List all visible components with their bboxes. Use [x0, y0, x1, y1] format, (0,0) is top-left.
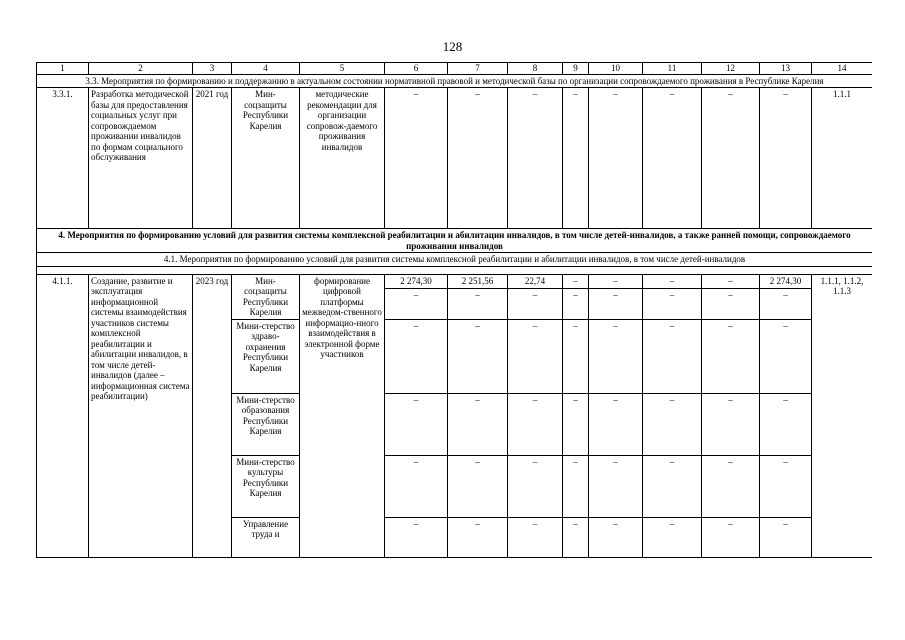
value-cell: – — [448, 319, 508, 393]
value-cell: – — [760, 455, 812, 517]
value-cell: – — [563, 88, 589, 229]
value-cell: – — [448, 455, 508, 517]
executor: Мини-стерство культуры Республики Карелия — [232, 455, 300, 517]
value-cell: – — [643, 455, 702, 517]
column-header: 1 — [37, 63, 89, 75]
spacer-cell — [37, 266, 873, 274]
deadline: 2023 год — [193, 274, 232, 557]
value-cell: – — [760, 319, 812, 393]
program-table-container — [36, 62, 872, 570]
column-header: 14 — [812, 63, 873, 75]
value-cell: – — [760, 393, 812, 455]
column-header: 10 — [589, 63, 643, 75]
column-header: 3 — [193, 63, 232, 75]
value-cell: – — [760, 88, 812, 229]
value-cell: – — [643, 288, 702, 319]
measure-name: Создание, развитие и эксплуатация информационной системы взаимодействия участников системы комплексной реабилитации и абилитации инвалидов, в том числе детей-инвалидов (далее – информационная система реабилитации) — [89, 274, 193, 557]
table-row — [37, 88, 873, 229]
deadline: 2021 год — [193, 88, 232, 229]
column-header: 7 — [448, 63, 508, 75]
value-cell: – — [508, 288, 563, 319]
value-cell: 22,74 — [508, 274, 563, 288]
page-number: 128 — [442, 39, 463, 54]
value-cell: – — [563, 455, 589, 517]
value-cell: – — [702, 319, 760, 393]
executor: Мин-соцзащиты Республики Карелия — [232, 88, 300, 229]
value-cell: – — [760, 288, 812, 319]
value-cell: – — [563, 393, 589, 455]
value-cell: – — [702, 88, 760, 229]
value-cell: – — [702, 288, 760, 319]
executor: Мини-стерство здраво-охранения Республики Карелия — [232, 319, 300, 393]
indicator-ref: 1.1.1, 1.1.2, 1.1.3 — [812, 274, 873, 557]
table-row — [37, 274, 873, 288]
value-cell: – — [385, 319, 448, 393]
column-header: 5 — [300, 63, 385, 75]
section-4-title: 4. Мероприятия по формированию условий для развития системы комплексной реабилитации и абилитации инвалидов, в том числе детей-инвалидов, а также ранней помощи, сопровождаемого проживания инвалидов — [37, 229, 873, 253]
value-cell: 2 274,30 — [385, 274, 448, 288]
executor: Мини-стерство образования Республики Карелия — [232, 393, 300, 455]
column-header: 9 — [563, 63, 589, 75]
value-cell: – — [385, 517, 448, 557]
value-cell: – — [589, 455, 643, 517]
measure-name: Разработка методической базы для предоставления социальных услуг при сопровождаемом проживании инвалидов по формам социального обслуживания — [89, 88, 193, 229]
value-cell: – — [589, 288, 643, 319]
value-cell: – — [760, 517, 812, 557]
value-cell: – — [385, 393, 448, 455]
value-cell: – — [508, 517, 563, 557]
row-number: 4.1.1. — [37, 274, 89, 557]
value-cell: 2 251,56 — [448, 274, 508, 288]
row-number: 3.3.1. — [37, 88, 89, 229]
value-cell: – — [589, 393, 643, 455]
value-cell: – — [589, 517, 643, 557]
value-cell: – — [643, 319, 702, 393]
column-header: 13 — [760, 63, 812, 75]
spacer-row — [37, 266, 873, 274]
value-cell: – — [448, 517, 508, 557]
column-header: 12 — [702, 63, 760, 75]
value-cell: – — [643, 517, 702, 557]
value-cell: 2 274,30 — [760, 274, 812, 288]
section-row — [37, 229, 873, 253]
executor: Мин-соцзащиты Республики Карелия — [232, 274, 300, 319]
value-cell: – — [448, 393, 508, 455]
value-cell: – — [643, 393, 702, 455]
value-cell: – — [563, 288, 589, 319]
value-cell: – — [563, 319, 589, 393]
value-cell: – — [563, 517, 589, 557]
value-cell: – — [643, 274, 702, 288]
value-cell: – — [563, 274, 589, 288]
value-cell: – — [589, 88, 643, 229]
value-cell: – — [702, 393, 760, 455]
section-3-3-title: 3.3. Мероприятия по формированию и поддержанию в актуальном состоянии нормативной правовой и методической базы по организации сопровождаемого проживания в Республике Карелия — [37, 74, 873, 88]
value-cell: – — [702, 455, 760, 517]
value-cell: – — [448, 88, 508, 229]
value-cell: – — [385, 455, 448, 517]
column-number-row — [37, 63, 873, 75]
executor: Управление труда и — [232, 517, 300, 557]
column-header: 8 — [508, 63, 563, 75]
indicator-ref: 1.1.1 — [812, 88, 873, 229]
program-table — [36, 62, 872, 558]
section-row — [37, 74, 873, 88]
section-row — [37, 253, 873, 267]
value-cell: – — [508, 455, 563, 517]
value-cell: – — [448, 288, 508, 319]
value-cell: – — [385, 288, 448, 319]
column-header: 2 — [89, 63, 193, 75]
column-header: 6 — [385, 63, 448, 75]
value-cell: – — [702, 274, 760, 288]
value-cell: – — [589, 274, 643, 288]
value-cell: – — [589, 319, 643, 393]
value-cell: – — [385, 88, 448, 229]
value-cell: – — [702, 517, 760, 557]
expected-result: методические рекомендации для организации сопровож-даемого проживания инвалидов — [300, 88, 385, 229]
expected-result: формирование цифровой платформы межведом-ственного информацио-нного взаимодействия в электронной форме участников — [300, 274, 385, 557]
value-cell: – — [508, 88, 563, 229]
column-header: 11 — [643, 63, 702, 75]
value-cell: – — [508, 319, 563, 393]
value-cell: – — [643, 88, 702, 229]
column-header: 4 — [232, 63, 300, 75]
section-4-1-title: 4.1. Мероприятия по формированию условий для развития системы комплексной реабилитации и абилитации инвалидов, в том числе детей-инвалидов — [37, 253, 873, 267]
value-cell: – — [508, 393, 563, 455]
